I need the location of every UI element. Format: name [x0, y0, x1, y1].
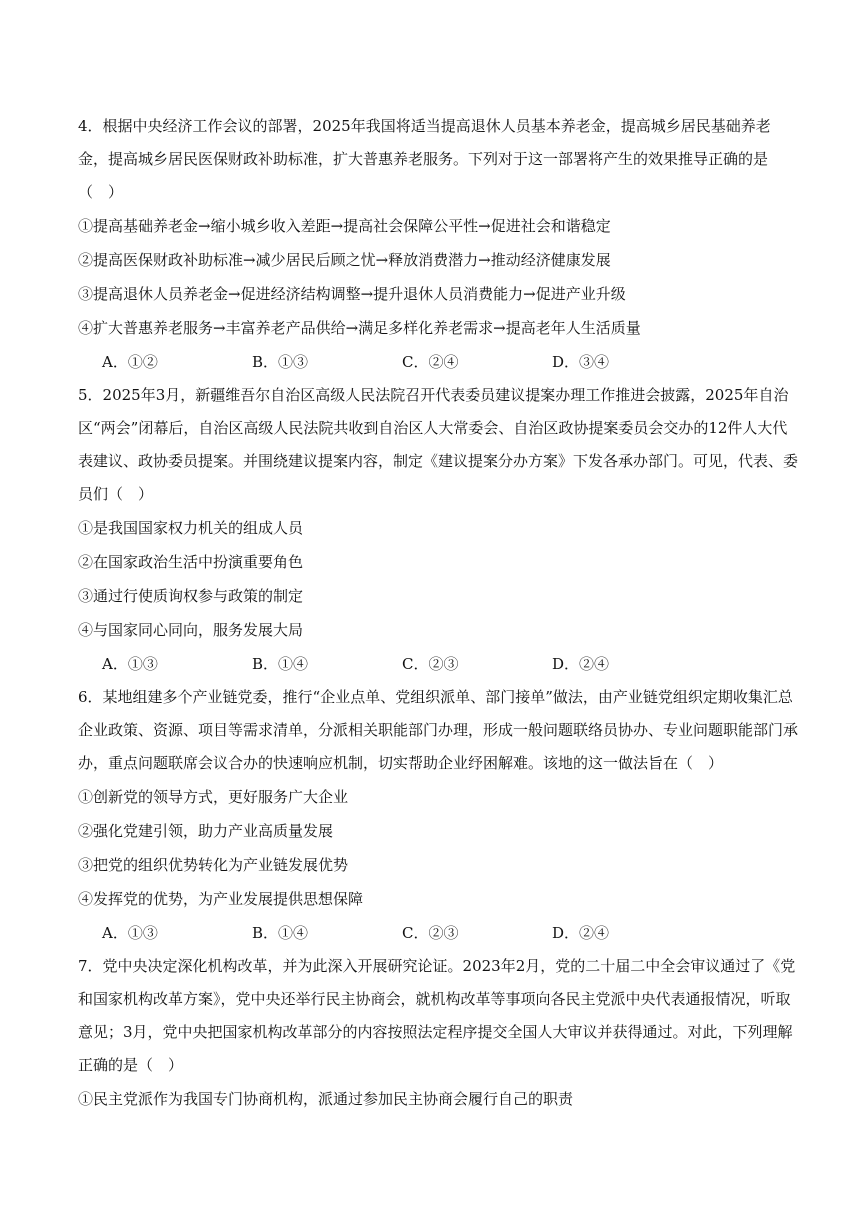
answer-choice-d: D．③④	[552, 353, 610, 371]
question-5	[78, 379, 798, 681]
answer-choice-a: A．①③	[102, 924, 158, 942]
statement-option: ③通过行使质询权参与政策的制定	[78, 587, 304, 605]
answer-choice-c: C．②④	[402, 353, 459, 371]
answer-choice-a: A．①②	[102, 353, 158, 371]
question-7	[78, 950, 798, 1116]
answer-choice-c: C．②③	[402, 655, 459, 673]
answer-choice-a: A．①③	[102, 655, 158, 673]
answer-choice-b: B．①④	[252, 655, 309, 673]
statement-option: ①是我国国家权力机关的组成人员	[78, 519, 304, 537]
question-stem: 4．根据中央经济工作会议的部署，2025年我国将适当提高退休人员基本养老金，提高城乡居民基础养老金，提高城乡居民医保财政补助标准，扩大普惠养老服务。下列对于这一部署将产生的效果推导正确的是（ ）	[78, 117, 771, 201]
question-stem: 7．党中央决定深化机构改革，并为此深入开展研究论证。2023年2月，党的二十届二中全会审议通过了《党和国家机构改革方案》，党中央还举行民主协商会，就机构改革等事项向各民主党派中央代表通报情况，听取意见；3月，党中央把国家机构改革部分的内容按照法定程序提交全国人大审议并获得通过。对此，下列理解正确的是（ ）	[78, 957, 796, 1074]
statement-option: ②强化党建引领，助力产业高质量发展	[78, 822, 334, 840]
statement-option: ③把党的组织优势转化为产业链发展优势	[78, 856, 349, 874]
statement-option: ①民主党派作为我国专门协商机构，派通过参加民主协商会履行自己的职责	[78, 1090, 574, 1108]
answer-choices	[102, 916, 798, 950]
question-stem: 5．2025年3月，新疆维吾尔自治区高级人民法院召开代表委员建议提案办理工作推进会披露，2025年自治区“两会”闭幕后，自治区高级人民法院共收到自治区人大常委会、自治区政协提案委员会交办的12件人大代表建议、政协委员提案。并围绕建议提案内容，制定《建议提案分办方案》下发各承办部门。可见，代表、委员们（ ）	[78, 386, 799, 503]
answer-choices	[102, 647, 798, 681]
statement-option: ④与国家同心同向，服务发展大局	[78, 621, 304, 639]
answer-choice-c: C．②③	[402, 924, 459, 942]
statement-option: ②在国家政治生活中扮演重要角色	[78, 553, 304, 571]
question-6	[78, 681, 798, 950]
answer-choices	[102, 345, 798, 379]
statement-option: ①提高基础养老金→缩小城乡收入差距→提高社会保障公平性→促进社会和谐稳定	[78, 217, 611, 235]
statement-option: ①创新党的领导方式，更好服务广大企业	[78, 788, 349, 806]
question-stem: 6．某地组建多个产业链党委，推行“企业点单、党组织派单、部门接单”做法，由产业链党组织定期收集汇总企业政策、资源、项目等需求清单，分派相关职能部门办理，形成一般问题联络员协办、专业问题职能部门承办，重点问题联席会议合办的快速响应机制，切实帮助企业纾困解难。该地的这一做法旨在（ ）	[78, 688, 799, 772]
statement-option: ②提高医保财政补助标准→减少居民后顾之忧→释放消费潜力→推动经济健康发展	[78, 251, 611, 269]
answer-choice-b: B．①③	[252, 353, 309, 371]
answer-choice-d: D．②④	[552, 924, 610, 942]
statement-option: ③提高退休人员养老金→促进经济结构调整→提升退休人员消费能力→促进产业升级	[78, 285, 626, 303]
answer-choice-d: D．②④	[552, 655, 610, 673]
statement-option: ④发挥党的优势，为产业发展提供思想保障	[78, 890, 364, 908]
question-4	[78, 110, 798, 379]
statement-option: ④扩大普惠养老服务→丰富养老产品供给→满足多样化养老需求→提高老年人生活质量	[78, 319, 641, 337]
question-list	[78, 110, 798, 1116]
answer-choice-b: B．①④	[252, 924, 309, 942]
